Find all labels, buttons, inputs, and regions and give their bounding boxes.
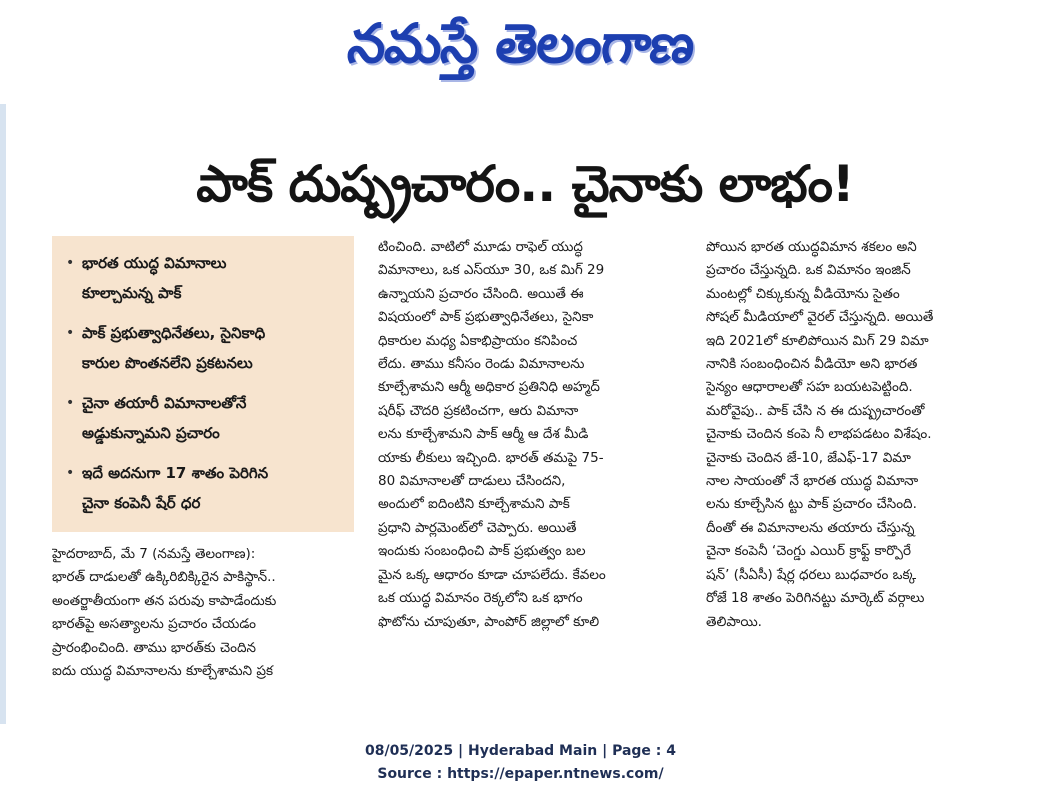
highlight-item	[66, 458, 344, 518]
body-text-line: హైదరాబాద్, మే 7 (నమస్తే తెలంగాణ):	[52, 546, 256, 562]
highlight-line: కూల్చామన్న పాక్	[82, 284, 182, 302]
body-text-line: పోయిన భారత యుద్ధవిమాన శకలం అని	[706, 239, 917, 255]
body-text-line: ఐదు యుద్ధ విమానాలను కూల్చేశామని ప్రక	[52, 663, 274, 680]
bullet-dot-icon: •	[66, 465, 75, 481]
body-text-line: అంతర్జాతీయంగా తన పరువు కాపాడేందుకు	[52, 592, 277, 609]
highlight-text	[82, 318, 265, 378]
body-text-line: చైనాకు చెందిన జే-10, జేఎఫ్-17 విమా	[706, 449, 911, 466]
page-footer	[0, 740, 1041, 786]
body-text-line: మంటల్లో చిక్కుకున్న వీడియోను సైతం	[706, 285, 900, 302]
highlight-text	[82, 388, 246, 448]
article-column-1	[52, 543, 356, 683]
body-text-line: షరీఫ్ చౌదరి ప్రకటించగా, ఆరు విమానా	[378, 402, 579, 419]
footer-dateline: 08/05/2025 | Hyderabad Main | Page : 4	[364, 743, 677, 759]
body-text-line: విమానాలు, ఒక ఎస్‌యూ 30, ఒక మిగ్ 29	[378, 262, 605, 279]
masthead	[0, 0, 1041, 92]
body-text-line: ప్రధాని పార్లమెంట్‌లో చెప్పారు. అయితే	[378, 519, 577, 536]
highlight-line: చైనా తయారీ విమానాలతోనే	[82, 394, 247, 412]
highlights-box	[52, 236, 354, 532]
body-text-line: 80 విమానాలతో దాడులు చేసిందని,	[378, 473, 566, 490]
body-text-line: మరోవైపు.. పాక్ చేసి న ఈ దుష్ప్రచారంతో	[706, 402, 925, 419]
body-text-line: భారత్‌పై అసత్యాలను ప్రచారం చేయడం	[52, 616, 256, 633]
body-text-line: రోజే 18 శాతం పెరిగినట్టు మార్కెట్ వర్గాలు	[706, 590, 925, 607]
body-text-line: మైన ఒక్క ఆధారం కూడా చూపలేదు. కేవలం	[378, 566, 606, 583]
bullet-dot-icon: •	[66, 395, 75, 411]
article-column-3	[706, 236, 1012, 634]
body-text-line: ప్రారంభించింది. తాము భారత్‌కు చెందిన	[52, 639, 257, 656]
body-text-line: దీంతో ఈ విమానాలను తయారు చేస్తున్న	[706, 519, 915, 536]
highlight-line: కారుల పొంతనలేని ప్రకటనలు	[82, 354, 253, 372]
body-text-line: ఉన్నాయని ప్రచారం చేసింది. అయితే ఈ	[378, 285, 584, 302]
body-text-line: కూల్చేశామని ఆర్మీ అధికార ప్రతినిధి అహ్మద్	[378, 379, 600, 396]
body-text-line: ఫొటోను చూపుతూ, పాంపోర్ జిల్లాలో కూలి	[378, 613, 600, 630]
highlight-text	[82, 458, 268, 518]
body-text-line: ధికారుల మధ్య ఏకాభిప్రాయం కనిపించ	[378, 332, 578, 349]
newspaper-logo: నమస్తే తెలంగాణ	[344, 12, 697, 75]
body-text-line: షన్’ (సీఏసీ) షేర్ల ధరలు బుధవారం ఒక్క	[706, 566, 917, 583]
highlight-line: ఇదే అదనుగా 17 శాతం పెరిగిన	[82, 464, 269, 482]
body-text-line: సోషల్ మీడియాలో వైరల్ చేస్తున్నది. అయితే	[706, 309, 934, 326]
body-text-line: యాకు లీకులు ఇచ్చింది. భారత్ తమపై 75-	[378, 449, 604, 466]
bullet-dot-icon: •	[66, 325, 75, 341]
body-text-line: ఇందుకు సంబంధించి పాక్ ప్రభుత్వం బల	[378, 543, 586, 560]
article-headline: పాక్ దుష్ప్రచారం.. చైనాకు లాభం!	[196, 155, 854, 213]
footer-source: Source : https://epaper.ntnews.com/	[377, 766, 664, 782]
body-text-line: ఇది 2021లో కూలిపోయిన మిగ్ 29 విమా	[706, 332, 929, 349]
highlight-line: భారత యుద్ధ విమానాలు	[82, 254, 227, 272]
highlight-line: చైనా కంపెనీ షేర్ ధర	[82, 494, 201, 512]
article-column-2	[378, 236, 684, 634]
body-text-line: లను కూల్చేసిన ట్టు పాక్ ప్రచారం చేసింది.	[706, 496, 917, 513]
highlight-line: అడ్డుకున్నామని ప్రచారం	[82, 424, 220, 442]
body-text-line: చైనా కంపెనీ ‘చెంగ్డు ఎయిర్ క్రాఫ్ట్ కార్పొరే	[706, 543, 911, 560]
body-text-line: భారత్ దాడులతో ఉక్కిరిబిక్కిరైన పాకిస్థాన్..	[52, 569, 276, 586]
bullet-dot-icon: •	[66, 255, 75, 271]
body-text-line: నాల సాయంతో నే భారత యుద్ధ విమానా	[706, 473, 919, 490]
highlight-line: పాక్ ప్రభుత్వాధినేతలు, సైనికాధి	[82, 324, 266, 342]
highlight-text	[82, 248, 226, 308]
highlight-item	[66, 248, 344, 308]
body-text-line: అందులో ఐదింటిని కూల్చేశామని పాక్	[378, 496, 570, 513]
body-text-line: లను కూల్చేశామని పాక్ ఆర్మీ ఆ దేశ మీడి	[378, 426, 589, 443]
body-text-line: సైన్యం ఆధారాలతో సహ బయటపెట్టింది.	[706, 379, 913, 396]
body-text-line: ప్రచారం చేస్తున్నది. ఒక విమానం ఇంజిన్	[706, 262, 911, 279]
body-text-line: టించింది. వాటిలో మూడు రాఫెల్ యుద్ధ	[378, 239, 583, 255]
highlight-item	[66, 318, 344, 378]
body-text-line: లేదు. తాము కనీసం రెండు విమానాలను	[378, 356, 585, 373]
body-text-line: నానికి సంబంధించిన వీడియో అని భారత	[706, 356, 918, 373]
body-text-line: విషయంలో పాక్ ప్రభుత్వాధినేతలు, సైనికా	[378, 309, 594, 326]
page-edge-rule	[0, 104, 6, 724]
body-text-line: చైనాకు చెందిన కంపె నీ లాభపడటం విశేషం.	[706, 426, 932, 443]
highlight-item	[66, 388, 344, 448]
body-text-line: ఒక యుద్ధ విమానం రెక్కలోని ఒక భాగం	[378, 590, 583, 607]
body-text-line: తెలిపాయి.	[706, 613, 762, 630]
